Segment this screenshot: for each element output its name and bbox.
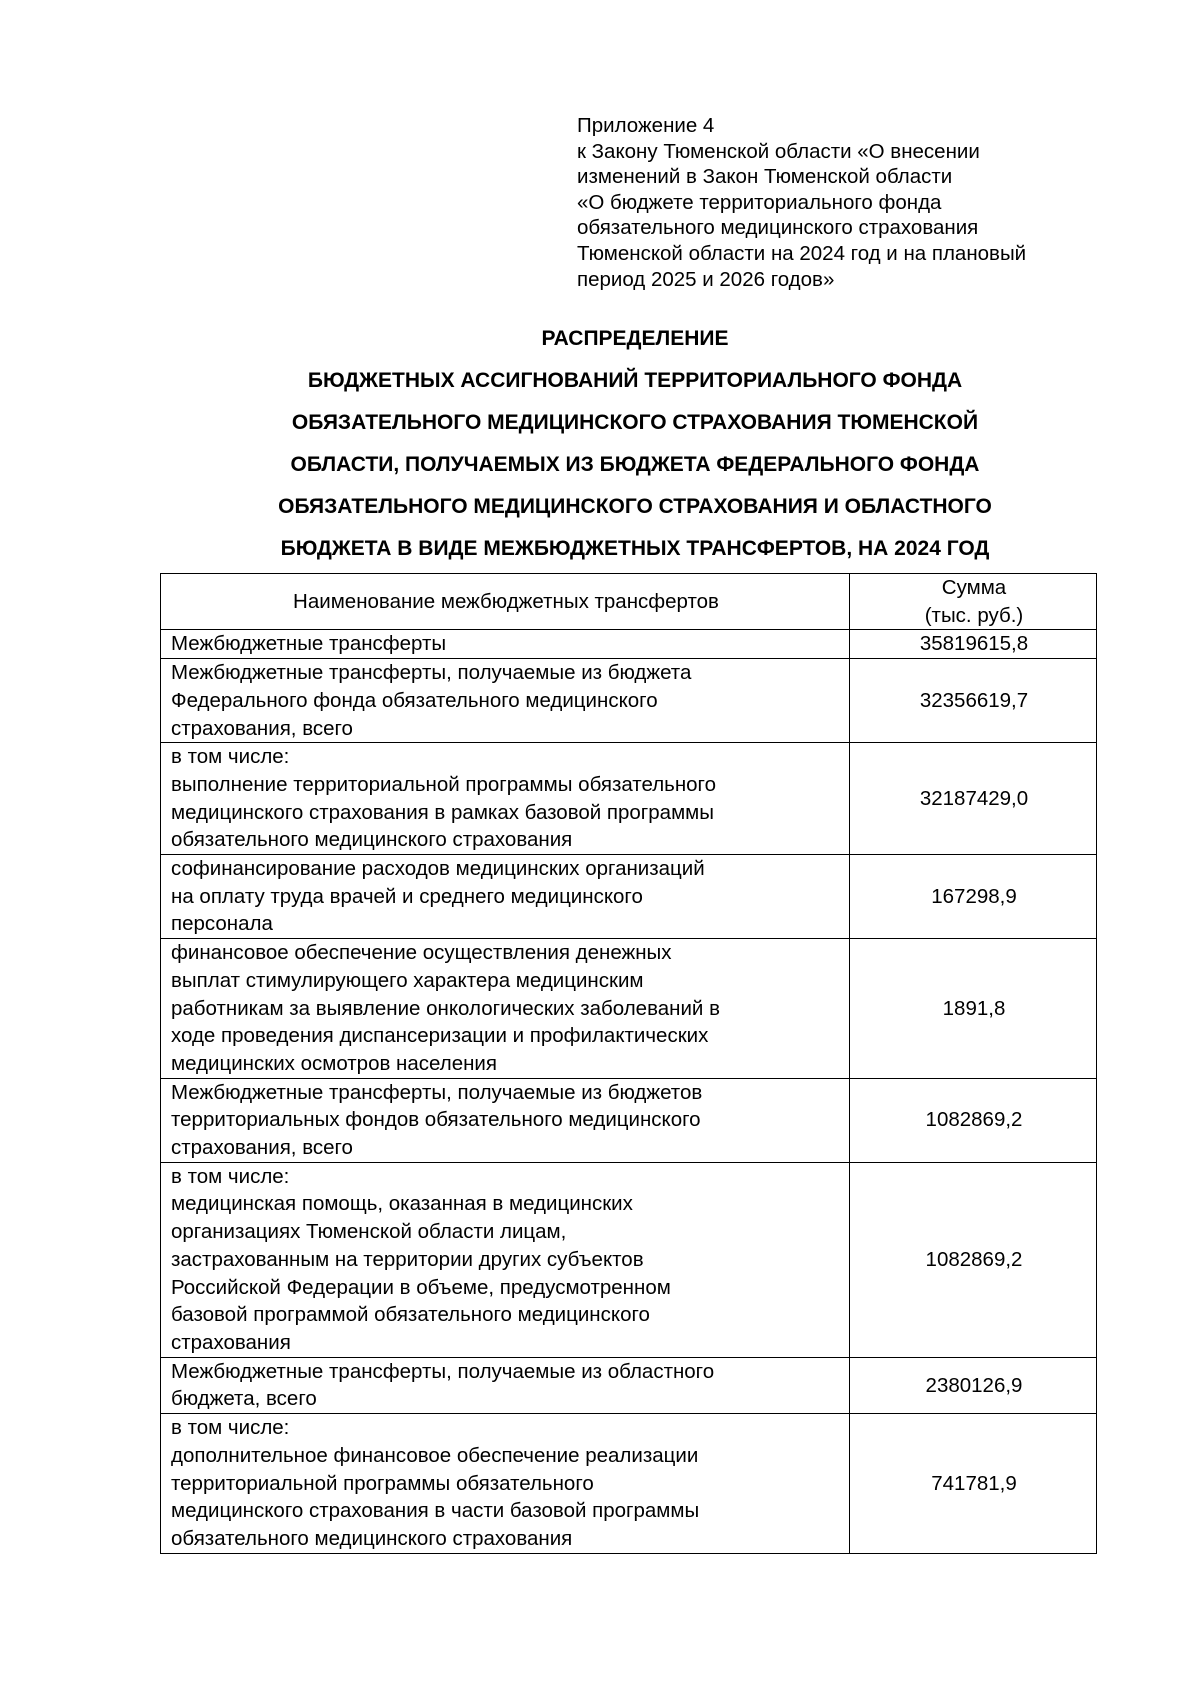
table-row xyxy=(161,1162,1097,1357)
transfer-sum-cell: 2380126,9 xyxy=(850,1357,1097,1413)
table-body xyxy=(161,630,1097,1553)
transfer-name-line: выполнение территориальной программы обязательного xyxy=(171,772,716,796)
column-header-sum-unit: (тыс. руб.) xyxy=(924,603,1024,627)
table-row xyxy=(161,1357,1097,1413)
transfer-name-cell xyxy=(161,1414,850,1554)
table-row xyxy=(161,659,1097,743)
transfer-name-cell xyxy=(161,1357,850,1413)
transfer-name-line: Российской Федерации в объеме, предусмотренном xyxy=(171,1275,671,1299)
table-row xyxy=(161,939,1097,1079)
transfer-name-cell xyxy=(161,1162,850,1357)
transfer-name-line: финансовое обеспечение осуществления денежных xyxy=(171,941,672,965)
transfer-sum-cell: 741781,9 xyxy=(850,1414,1097,1554)
column-header-sum-line: Сумма xyxy=(941,576,1007,599)
title-line: БЮДЖЕТА В ВИДЕ МЕЖБЮДЖЕТНЫХ ТРАНСФЕРТОВ, НА 2024 ГОД xyxy=(280,537,990,560)
transfer-name-line: в том числе: xyxy=(171,745,290,769)
appendix-line: период 2025 и 2026 годов» xyxy=(577,267,835,291)
transfer-name-line: застрахованным на территории других субъектов xyxy=(171,1247,644,1271)
transfer-name-line: бюджета, всего xyxy=(171,1387,317,1411)
transfer-name-line: софинансирование расходов медицинских организаций xyxy=(171,857,705,881)
table-row xyxy=(161,855,1097,939)
transfer-name-line: Межбюджетные трансферты, получаемые из областного xyxy=(171,1359,715,1383)
transfer-name-line: медицинская помощь, оказанная в медицинских xyxy=(171,1192,633,1216)
transfer-name-line: страхования, всего xyxy=(171,716,353,740)
table-row xyxy=(161,630,1097,659)
transfer-name-line: Межбюджетные трансферты, получаемые из бюджетов xyxy=(171,1080,703,1104)
transfer-name-line: дополнительное финансовое обеспечение реализации xyxy=(171,1443,699,1467)
title-line: ОБЯЗАТЕЛЬНОГО МЕДИЦИНСКОГО СТРАХОВАНИЯ И ОБЛАСТНОГО xyxy=(278,495,992,518)
title-line: ОБЛАСТИ, ПОЛУЧАЕМЫХ ИЗ БЮДЖЕТА ФЕДЕРАЛЬНОГО ФОНДА xyxy=(290,453,980,476)
appendix-line: Тюменской области на 2024 год и на плановый xyxy=(577,241,1027,265)
transfer-name-line: медицинского страхования в рамках базовой программы xyxy=(171,800,715,824)
transfer-name-line: обязательного медицинского страхования xyxy=(171,828,573,852)
transfer-name-line: медицинских осмотров населения xyxy=(171,1051,497,1075)
transfer-name-line: персонала xyxy=(171,912,273,936)
transfer-name-cell xyxy=(161,939,850,1079)
transfer-name-line: Межбюджетные трансферты xyxy=(171,632,447,656)
transfer-name-line: обязательного медицинского страхования xyxy=(171,1526,573,1550)
transfer-name-line: территориальных фондов обязательного медицинского xyxy=(171,1108,701,1132)
transfer-sum-cell: 1891,8 xyxy=(850,939,1097,1079)
appendix-line: к Закону Тюменской области «О внесении xyxy=(577,139,980,163)
column-header-sum xyxy=(850,574,1097,630)
transfer-name-line: в том числе: xyxy=(171,1416,290,1440)
transfer-name-line: в том числе: xyxy=(171,1164,290,1188)
transfer-name-line: территориальной программы обязательного xyxy=(171,1471,594,1495)
transfer-name-line: базовой программой обязательного медицинского xyxy=(171,1303,650,1327)
table-header-row xyxy=(161,574,1097,630)
appendix-line: Приложение 4 xyxy=(577,114,715,137)
transfer-name-cell xyxy=(161,855,850,939)
table-row xyxy=(161,1078,1097,1162)
transfer-name-line: страхования, всего xyxy=(171,1136,353,1160)
title-line: ОБЯЗАТЕЛЬНОГО МЕДИЦИНСКОГО СТРАХОВАНИЯ ТЮМЕНСКОЙ xyxy=(291,411,979,434)
transfer-name-line: на оплату труда врачей и среднего медицинского xyxy=(171,884,643,908)
transfer-name-line: работникам за выявление онкологических заболеваний в xyxy=(171,996,720,1020)
transfer-name-cell xyxy=(161,743,850,855)
transfer-name-line: организациях Тюменской области лицам, xyxy=(171,1220,567,1244)
transfer-name-cell xyxy=(161,659,850,743)
title-line: БЮДЖЕТНЫХ АССИГНОВАНИЙ ТЕРРИТОРИАЛЬНОГО ФОНДА xyxy=(307,369,963,392)
title-line: РАСПРЕДЕЛЕНИЕ xyxy=(541,327,729,350)
transfer-name-line: страхования xyxy=(171,1330,291,1354)
transfer-name-line: выплат стимулирующего характера медицинским xyxy=(171,968,644,992)
table-row xyxy=(161,743,1097,855)
appendix-line: «О бюджете территориального фонда xyxy=(577,190,942,214)
appendix-line: изменений в Закон Тюменской области xyxy=(577,165,953,189)
transfer-name-line: медицинского страхования в части базовой программы xyxy=(171,1499,700,1523)
transfer-name-line: ходе проведения диспансеризации и профилактических xyxy=(171,1024,709,1048)
transfer-sum-cell: 35819615,8 xyxy=(850,630,1097,659)
appendix-line: обязательного медицинского страхования xyxy=(577,216,979,240)
transfer-name-line: Федерального фонда обязательного медицинского xyxy=(171,688,658,712)
transfer-sum-cell: 32356619,7 xyxy=(850,659,1097,743)
transfer-name-cell xyxy=(161,630,850,659)
document-title xyxy=(160,318,1110,570)
transfer-name-cell xyxy=(161,1078,850,1162)
table-row xyxy=(161,1414,1097,1554)
transfer-sum-cell: 1082869,2 xyxy=(850,1078,1097,1162)
transfer-sum-cell: 1082869,2 xyxy=(850,1162,1097,1357)
transfers-table xyxy=(160,573,1097,1554)
column-header-name: Наименование межбюджетных трансфертов xyxy=(161,574,850,630)
appendix-heading xyxy=(577,113,1137,292)
transfer-sum-cell: 167298,9 xyxy=(850,855,1097,939)
transfer-name-line: Межбюджетные трансферты, получаемые из бюджета xyxy=(171,661,692,685)
transfer-sum-cell: 32187429,0 xyxy=(850,743,1097,855)
